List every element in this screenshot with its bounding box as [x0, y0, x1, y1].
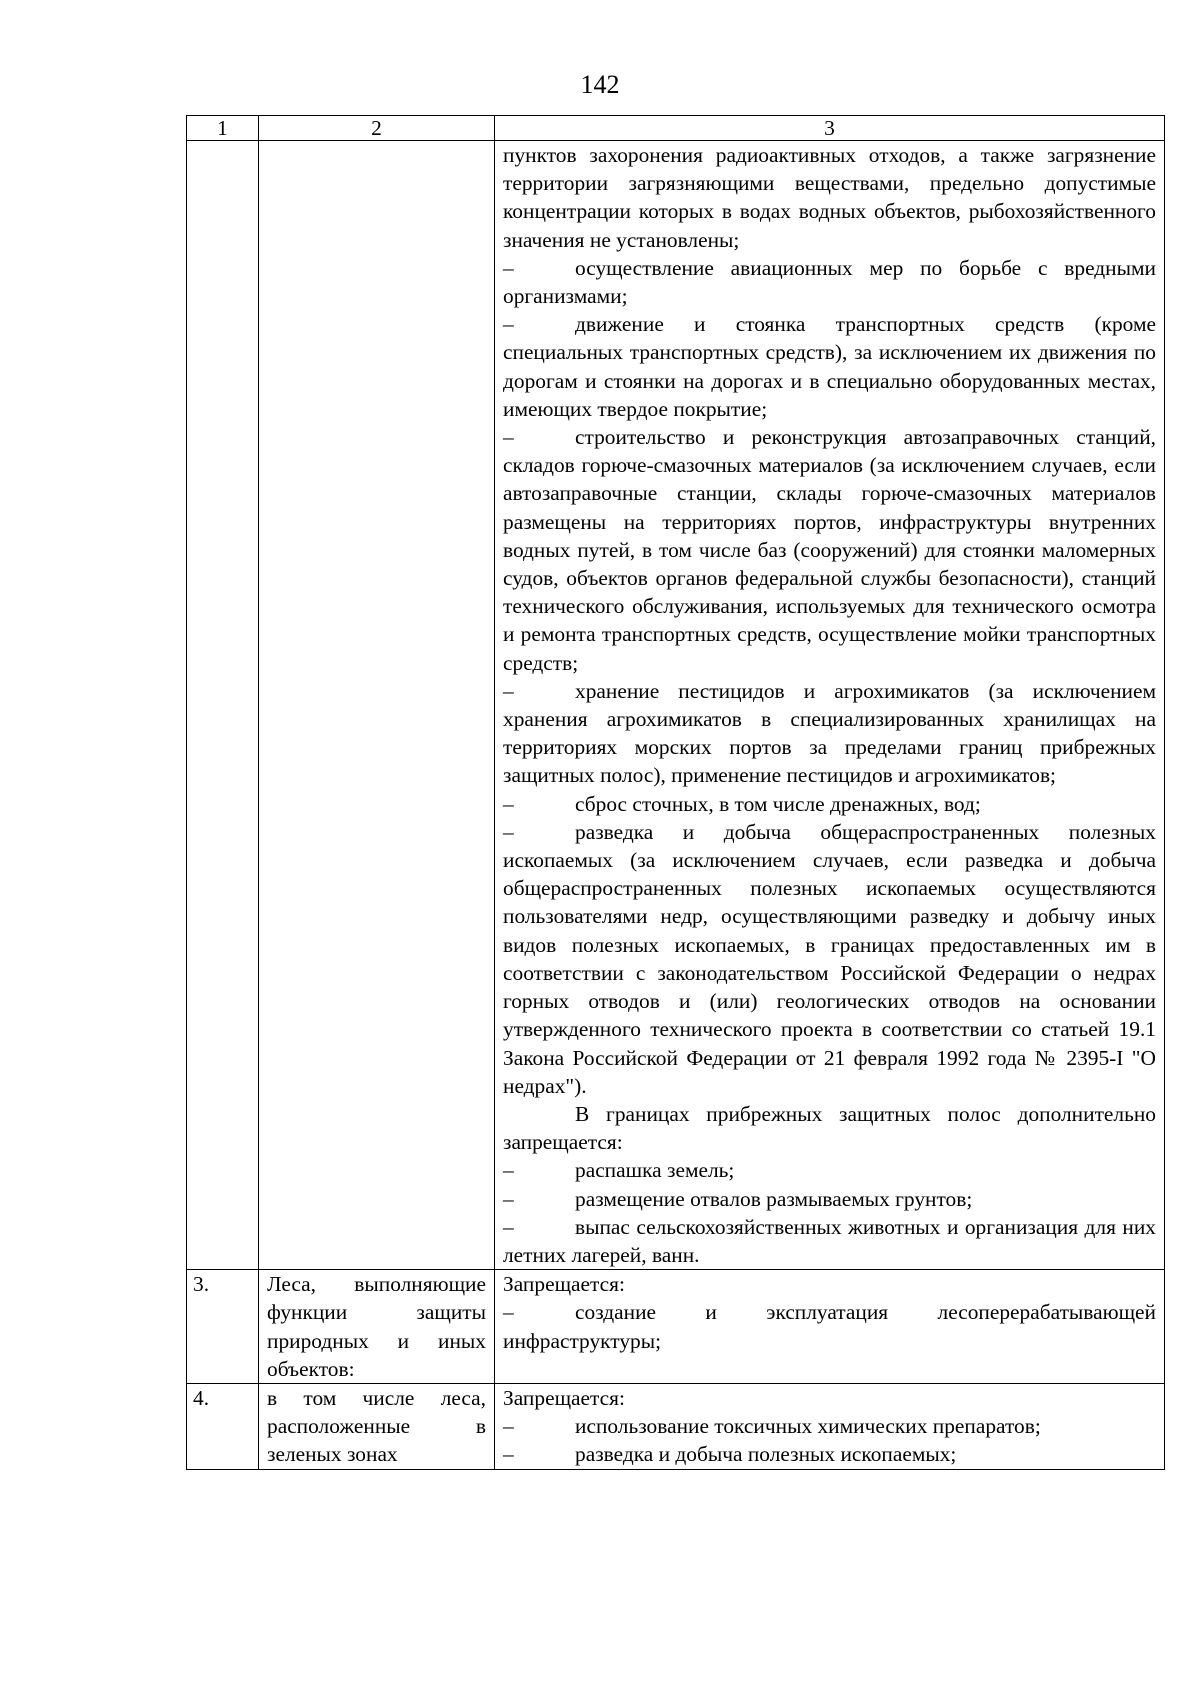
list-item: – сброс сточных, в том числе дренажных, вод; — [503, 790, 1156, 818]
row-number-cell: 4. — [187, 1383, 259, 1469]
page-number: 142 — [580, 70, 620, 99]
dash-mark: – — [503, 791, 514, 816]
header-cell-2: 2 — [259, 116, 495, 141]
forest-category-name: Леса, выполняющие функции защиты природных и иных объектов: — [267, 1272, 486, 1381]
row-restrictions-cell — [495, 1270, 1165, 1384]
prohibition-lead: Запрещается: — [503, 1272, 625, 1297]
row-name-cell — [259, 141, 495, 1270]
dash-mark: – — [503, 1414, 514, 1439]
dash-mark: – — [503, 678, 514, 703]
dash-mark: – — [503, 1300, 514, 1325]
regulation-table — [186, 115, 1165, 1470]
table-row-continuation — [187, 141, 1165, 1270]
dash-mark: – — [503, 255, 514, 280]
table-row-3 — [187, 1270, 1165, 1384]
dash-mark: – — [503, 1442, 514, 1467]
dash-mark: – — [503, 1158, 514, 1183]
forest-category-name: в том числе леса, расположенные в зеленых зонах — [267, 1385, 486, 1467]
row-name-cell — [259, 1383, 495, 1469]
list-item: – распашка земель; — [503, 1156, 1156, 1184]
table-row-4 — [187, 1383, 1165, 1469]
row-number-cell — [187, 141, 259, 1270]
list-item: – создание и эксплуатация лесоперерабатывающей инфраструктуры; — [503, 1300, 1156, 1353]
dash-mark: – — [503, 819, 514, 844]
list-item: – движение и стоянка транспортных средств (кроме специальных транспортных средств), за исключением их движения по дорогам и стоянки на дорогах и в специально оборудованных местах, имеющих твердое покрытие; — [503, 312, 1156, 421]
dash-mark: – — [503, 1214, 514, 1239]
header-cell-3: 3 — [495, 116, 1165, 141]
row-name-cell — [259, 1270, 495, 1384]
dash-mark: – — [503, 312, 514, 337]
list-item: – использование токсичных химических препаратов; — [503, 1412, 1156, 1440]
table-header-row — [187, 116, 1165, 141]
list-item: – разведка и добыча общераспространенных полезных ископаемых (за исключением случаев, если разведка и добыча общераспространенных полезных ископаемых осуществляются пользователями недр, осуществляющими разведку и добычу иных видов полезных ископаемых, в границах предоставленных им в соответствии с законодательством Российской Федерации о недрах горных отводов и (или) геологических отводов на основании утвержденного технического проекта в соответствии со статьей 19.1 Закона Российской Федерации от 21 февраля 1992 года № 2395-I "О недрах"). — [503, 819, 1156, 1098]
header-cell-1: 1 — [187, 116, 259, 141]
list-item: – хранение пестицидов и агрохимикатов (за исключением хранения агрохимикатов в специализированных хранилищах на территориях морских портов за пределами границ прибрежных защитных полос), применение пестицидов и агрохимикатов; — [503, 678, 1156, 788]
list-item: – осуществление авиационных мер по борьбе с вредными организмами; — [503, 255, 1156, 309]
row-restrictions-cell — [495, 1383, 1165, 1469]
paragraph-extra: В границах прибрежных защитных полос дополнительно запрещается: — [503, 1101, 1156, 1155]
list-item: – размещение отвалов размываемых грунтов; — [503, 1185, 1156, 1213]
dash-mark: – — [503, 425, 514, 450]
paragraph-intro: пунктов захоронения радиоактивных отходов, а также загрязнение территории загрязняющими веществами, предельно допустимые концентрации которых в водах водных объектов, рыбохозяйственного значения не установлены; — [503, 143, 1156, 252]
row-restrictions-cell — [495, 141, 1165, 1270]
dash-mark: – — [503, 1186, 514, 1211]
list-item: – выпас сельскохозяйственных животных и организация для них летних лагерей, ванн. — [503, 1214, 1156, 1267]
list-item: – разведка и добыча полезных ископаемых; — [503, 1440, 1156, 1468]
prohibition-lead: Запрещается: — [503, 1385, 625, 1410]
list-item: – строительство и реконструкция автозаправочных станций, складов горюче-смазочных материалов (за исключением случаев, если автозаправочные станции, склады горюче-смазочных материалов размещены на территориях портов, инфраструктуры внутренних водных путей, в том числе баз (сооружений) для стоянки маломерных судов, объектов органов федеральной службы безопасности), станций технического обслуживания, используемых для технического осмотра и ремонта транспортных средств, осуществление мойки транспортных средств; — [503, 425, 1156, 675]
row-number-cell: 3. — [187, 1270, 259, 1384]
